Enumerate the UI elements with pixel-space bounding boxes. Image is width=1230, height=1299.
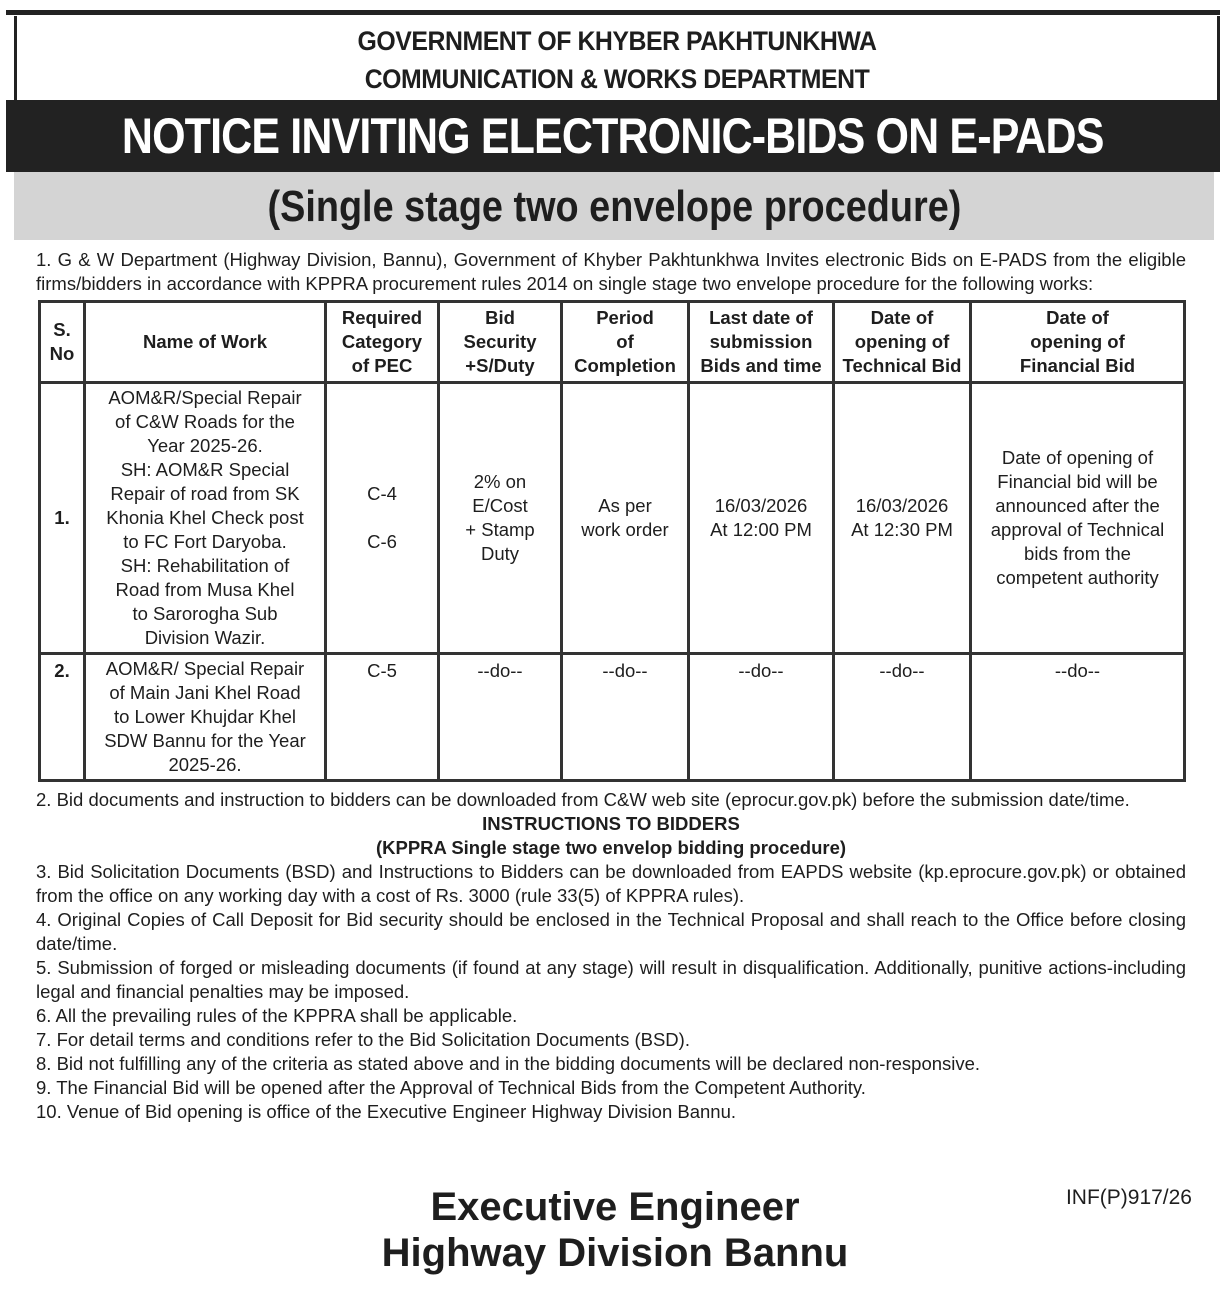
download-paragraph: 2. Bid documents and instruction to bidders can be downloaded from C&W web site (eprocur.gov.pk) before the submission date/time. <box>36 789 1130 810</box>
col-technical-opening: Date of opening of Technical Bid <box>834 302 971 383</box>
table-row <box>40 654 1185 781</box>
col-name-of-work: Name of Work <box>85 302 326 383</box>
cell-bid-security: 2% on E/Cost + Stamp Duty <box>439 383 562 654</box>
instruction-item: 4. Original Copies of Call Deposit for Bid security should be enclosed in the Technical Proposal and shall reach to the Office before closing date/time. <box>36 909 1186 954</box>
instruction-item: 9. The Financial Bid will be opened after the Approval of Technical Bids from the Competent Authority. <box>36 1077 866 1098</box>
cell-financial-opening: --do-- <box>971 654 1185 781</box>
cell-financial-opening: Date of opening of Financial bid will be announced after the approval of Technical bids from the competent authority <box>971 383 1185 654</box>
intro-paragraph: 1. G & W Department (Highway Division, Bannu), Government of Khyber Pakhtunkhwa Invites electronic Bids on E-PADS from the eligible firms/bidders in accordance with KPPRA procurement rules 2014 on single stage two envelope procedure for the following works: <box>36 249 1186 294</box>
instruction-item: 8. Bid not fulfilling any of the criteria as stated above and in the bidding documents will be declared non-responsive. <box>36 1053 981 1074</box>
signature-block <box>0 1184 1230 1276</box>
table-row <box>40 383 1185 654</box>
signatory-office: Highway Division Bannu <box>381 1231 849 1275</box>
works-table <box>38 300 1186 782</box>
instruction-item: 6. All the prevailing rules of the KPPRA shall be applicable. <box>36 1005 518 1026</box>
instruction-item: 10. Venue of Bid opening is office of the Executive Engineer Highway Division Bannu. <box>36 1101 737 1122</box>
table-header-row <box>40 302 1185 383</box>
government-name: GOVERNMENT OF KHYBER PAKHTUNKHWA <box>357 26 877 56</box>
instruction-item: 7. For detail terms and conditions refer to the Bid Solicitation Documents (BSD). <box>36 1029 690 1050</box>
col-period: Period of Completion <box>562 302 689 383</box>
col-sno: S. No <box>40 302 85 383</box>
subtitle-bar <box>14 172 1214 240</box>
instructions-title: INSTRUCTIONS TO BIDDERS <box>482 813 740 834</box>
cell-sno: 2. <box>40 654 85 781</box>
instruction-item: 3. Bid Solicitation Documents (BSD) and Instructions to Bidders can be downloaded from EAPDS website (kp.eprocure.gov.pk) or obtained from the office on any working day with a cost of Rs. 3000 (rule 33(5) of KPPRA rules). <box>36 861 1186 906</box>
col-bid-security: Bid Security +S/Duty <box>439 302 562 383</box>
header <box>14 16 1220 100</box>
cell-last-date: 16/03/2026 At 12:00 PM <box>689 383 834 654</box>
signatory-title: Executive Engineer <box>430 1185 800 1229</box>
reference-number: INF(P)917/26 <box>1065 1186 1192 1209</box>
cell-pec-category: C-4 C-6 <box>326 383 439 654</box>
cell-technical-opening: --do-- <box>834 654 971 781</box>
col-last-date: Last date of submission Bids and time <box>689 302 834 383</box>
instructions-subtitle: (KPPRA Single stage two envelop bidding procedure) <box>375 837 847 858</box>
instruction-item: 5. Submission of forged or misleading documents (if found at any stage) will result in disqualification. Additionally, punitive actions-including legal and financial penalties may be imposed. <box>36 957 1186 1002</box>
notice-body <box>36 248 1186 1124</box>
cell-technical-opening: 16/03/2026 At 12:30 PM <box>834 383 971 654</box>
cell-name-of-work: AOM&R/Special Repair of C&W Roads for the Year 2025-26. SH: AOM&R Special Repair of road from SK Khonia Khel Check post to FC Fort Daryoba. SH: Rehabilitation of Road from Musa Khel to Sarorogha Sub Division Wazir. <box>85 383 326 654</box>
department-name: COMMUNICATION & WORKS DEPARTMENT <box>364 64 870 94</box>
cell-last-date: --do-- <box>689 654 834 781</box>
cell-name-of-work: AOM&R/ Special Repair of Main Jani Khel Road to Lower Khujdar Khel SDW Bannu for the Year 2025-26. <box>85 654 326 781</box>
cell-period: As per work order <box>562 383 689 654</box>
cell-sno: 1. <box>40 383 85 654</box>
notice-subtitle: (Single stage two envelope procedure) <box>267 182 961 231</box>
notice-title: NOTICE INVITING ELECTRONIC-BIDS ON E-PADS <box>122 108 1104 164</box>
cell-period: --do-- <box>562 654 689 781</box>
col-pec-category: Required Category of PEC <box>326 302 439 383</box>
cell-pec-category: C-5 <box>326 654 439 781</box>
cell-bid-security: --do-- <box>439 654 562 781</box>
col-financial-opening: Date of opening of Financial Bid <box>971 302 1185 383</box>
notice-title-bar <box>6 100 1220 172</box>
